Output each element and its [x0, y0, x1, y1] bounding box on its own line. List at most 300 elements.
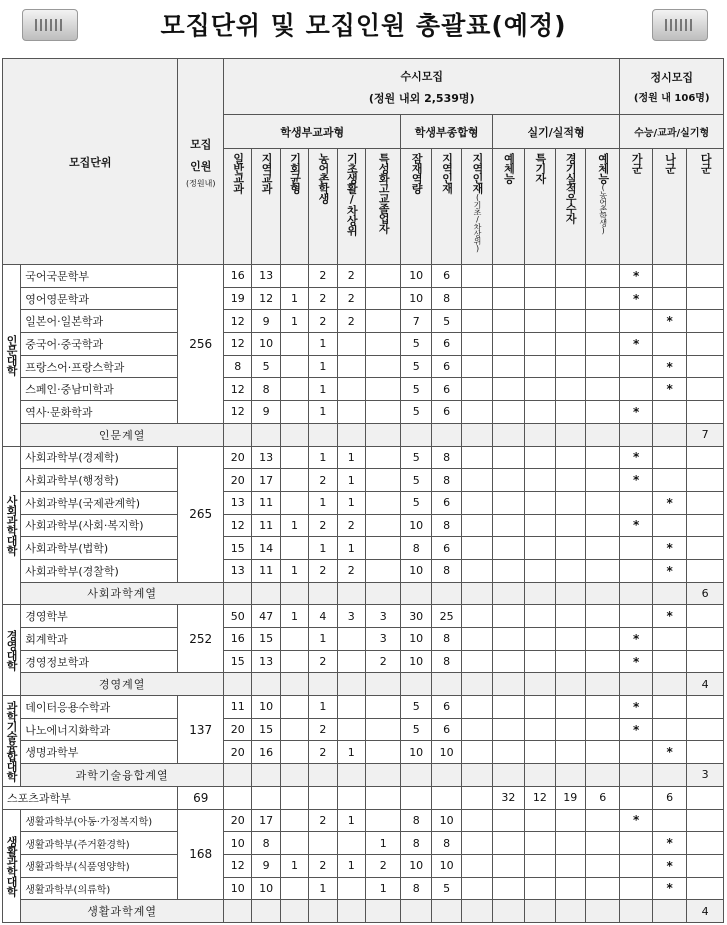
value-cell	[687, 310, 724, 333]
header-susi: 수시모집 (정원 내외 2,539명)	[224, 59, 620, 115]
value-cell: 5	[401, 469, 431, 492]
summary-empty-cell	[525, 673, 555, 696]
value-cell	[525, 355, 555, 378]
header-quota: 모집인원 (정원내)	[178, 59, 224, 265]
value-cell	[585, 401, 619, 424]
summary-empty-cell	[252, 764, 280, 787]
summary-empty-cell	[525, 582, 555, 605]
header-col: 기회균형	[280, 149, 308, 265]
header-group-gyogwa: 학생부교과형	[224, 115, 401, 149]
value-cell	[366, 355, 401, 378]
value-cell	[555, 469, 585, 492]
value-cell	[620, 355, 652, 378]
value-cell	[280, 537, 308, 560]
value-cell	[555, 809, 585, 832]
value-cell	[687, 696, 724, 719]
value-cell: 13	[252, 265, 280, 288]
value-cell	[337, 401, 365, 424]
value-cell: 10	[401, 741, 431, 764]
value-cell	[280, 355, 308, 378]
summary-empty-cell	[652, 582, 686, 605]
value-cell: 11	[252, 491, 280, 514]
value-cell: 9	[252, 310, 280, 333]
summary-empty-cell	[401, 423, 431, 446]
value-cell	[687, 446, 724, 469]
value-cell	[366, 741, 401, 764]
value-cell: 6	[431, 718, 461, 741]
value-cell	[280, 469, 308, 492]
department-name: 사회과학부(경찰학)	[21, 559, 178, 582]
marker-cell: *	[652, 355, 686, 378]
summary-empty-cell	[309, 673, 337, 696]
value-cell	[525, 877, 555, 900]
value-cell	[366, 310, 401, 333]
value-cell: 1	[309, 491, 337, 514]
summary-row	[3, 764, 724, 787]
table-row	[3, 628, 724, 651]
marker-cell: *	[620, 718, 652, 741]
value-cell: 15	[252, 628, 280, 651]
value-cell	[492, 605, 524, 628]
value-cell: 10	[401, 854, 431, 877]
header-col: 지역인재	[431, 149, 461, 265]
value-cell: 10	[431, 741, 461, 764]
title-bar	[0, 0, 727, 52]
summary-empty-cell	[224, 673, 252, 696]
summary-empty-cell	[280, 423, 308, 446]
value-cell	[555, 491, 585, 514]
value-cell	[462, 287, 492, 310]
value-cell	[462, 650, 492, 673]
summary-empty-cell	[555, 582, 585, 605]
value-cell: 11	[252, 559, 280, 582]
header-col: 지역교과	[252, 149, 280, 265]
value-cell: 2	[337, 265, 365, 288]
value-cell	[366, 718, 401, 741]
value-cell	[492, 809, 524, 832]
value-cell	[492, 310, 524, 333]
value-cell: 1	[366, 832, 401, 855]
value-cell: 6	[585, 786, 619, 809]
value-cell	[555, 378, 585, 401]
value-cell: 1	[337, 741, 365, 764]
value-cell: 1	[309, 333, 337, 356]
summary-empty-cell	[462, 582, 492, 605]
value-cell	[337, 877, 365, 900]
value-cell: 1	[337, 854, 365, 877]
value-cell	[252, 786, 280, 809]
value-cell	[652, 446, 686, 469]
summary-empty-cell	[525, 764, 555, 787]
value-cell	[585, 832, 619, 855]
value-cell: 8	[401, 809, 431, 832]
summary-empty-cell	[555, 423, 585, 446]
value-cell: 5	[401, 718, 431, 741]
value-cell: 15	[252, 718, 280, 741]
summary-empty-cell	[492, 673, 524, 696]
value-cell: 20	[224, 446, 252, 469]
value-cell: 13	[252, 446, 280, 469]
value-cell	[652, 265, 686, 288]
summary-empty-cell	[309, 764, 337, 787]
value-cell: 10	[431, 809, 461, 832]
college-name: 과학기술융합대학	[3, 696, 21, 787]
table-row	[3, 491, 724, 514]
value-cell: 1	[309, 355, 337, 378]
college-name: 사회과학대학	[3, 446, 21, 605]
marker-cell: *	[652, 741, 686, 764]
value-cell	[525, 628, 555, 651]
summary-empty-cell	[280, 673, 308, 696]
value-cell	[585, 537, 619, 560]
value-cell	[585, 559, 619, 582]
value-cell	[366, 537, 401, 560]
college-quota: 168	[178, 809, 224, 900]
value-cell	[366, 491, 401, 514]
value-cell: 1	[280, 310, 308, 333]
value-cell	[525, 469, 555, 492]
summary-value: 6	[687, 582, 724, 605]
value-cell: 30	[401, 605, 431, 628]
value-cell	[366, 333, 401, 356]
value-cell	[366, 446, 401, 469]
value-cell	[492, 265, 524, 288]
value-cell	[585, 265, 619, 288]
value-cell	[687, 854, 724, 877]
value-cell	[280, 832, 308, 855]
value-cell	[687, 741, 724, 764]
department-name: 회계학과	[21, 628, 178, 651]
college-quota: 69	[178, 786, 224, 809]
table-row	[3, 650, 724, 673]
value-cell: 1	[337, 537, 365, 560]
value-cell	[492, 355, 524, 378]
department-name: 일본어·일본학과	[21, 310, 178, 333]
value-cell	[620, 310, 652, 333]
value-cell	[492, 628, 524, 651]
value-cell: 1	[280, 514, 308, 537]
value-cell: 2	[309, 650, 337, 673]
marker-cell: *	[620, 287, 652, 310]
value-cell	[462, 559, 492, 582]
value-cell: 2	[337, 310, 365, 333]
marker-cell: *	[620, 650, 652, 673]
value-cell: 5	[401, 401, 431, 424]
value-cell: 2	[309, 310, 337, 333]
value-cell: 1	[337, 809, 365, 832]
value-cell	[555, 877, 585, 900]
summary-empty-cell	[555, 673, 585, 696]
value-cell	[309, 832, 337, 855]
summary-empty-cell	[462, 673, 492, 696]
summary-row	[3, 582, 724, 605]
summary-row	[3, 900, 724, 923]
value-cell: 1	[337, 446, 365, 469]
value-cell	[337, 718, 365, 741]
value-cell	[555, 628, 585, 651]
value-cell: 8	[401, 832, 431, 855]
value-cell: 10	[401, 628, 431, 651]
marker-cell: *	[620, 401, 652, 424]
value-cell: 32	[492, 786, 524, 809]
department-name: 생활과학부(주거환경학)	[21, 832, 178, 855]
value-cell	[525, 696, 555, 719]
value-cell	[366, 696, 401, 719]
value-cell	[462, 877, 492, 900]
value-cell: 1	[309, 378, 337, 401]
value-cell: 25	[431, 605, 461, 628]
value-cell	[652, 718, 686, 741]
value-cell: 8	[431, 514, 461, 537]
value-cell	[555, 718, 585, 741]
value-cell: 2	[366, 854, 401, 877]
value-cell: 6	[652, 786, 686, 809]
value-cell	[652, 514, 686, 537]
value-cell: 5	[401, 378, 431, 401]
value-cell	[462, 265, 492, 288]
summary-empty-cell	[585, 764, 619, 787]
value-cell	[525, 333, 555, 356]
value-cell	[585, 854, 619, 877]
value-cell	[652, 809, 686, 832]
department-name: 사회과학부(국제관계학)	[21, 491, 178, 514]
value-cell	[687, 832, 724, 855]
value-cell: 8	[431, 469, 461, 492]
value-cell	[620, 832, 652, 855]
value-cell	[366, 401, 401, 424]
value-cell	[585, 696, 619, 719]
summary-value: 7	[687, 423, 724, 446]
summary-empty-cell	[337, 423, 365, 446]
header-col: 가군	[620, 149, 652, 265]
table-row	[3, 287, 724, 310]
value-cell	[525, 537, 555, 560]
summary-empty-cell	[280, 764, 308, 787]
value-cell	[525, 446, 555, 469]
table-row	[3, 514, 724, 537]
value-cell	[687, 265, 724, 288]
value-cell	[652, 287, 686, 310]
value-cell	[555, 832, 585, 855]
table-body	[3, 265, 724, 923]
summary-empty-cell	[280, 900, 308, 923]
value-cell	[462, 696, 492, 719]
value-cell	[492, 877, 524, 900]
value-cell: 8	[401, 537, 431, 560]
value-cell	[555, 333, 585, 356]
value-cell	[492, 514, 524, 537]
value-cell	[687, 628, 724, 651]
value-cell	[280, 741, 308, 764]
value-cell	[687, 378, 724, 401]
college-quota: 137	[178, 696, 224, 764]
header-col: 경기실적우수자	[555, 149, 585, 265]
summary-empty-cell	[652, 673, 686, 696]
summary-label: 과학기술융합계열	[21, 764, 224, 787]
table-header	[3, 59, 724, 265]
value-cell	[555, 265, 585, 288]
value-cell	[585, 310, 619, 333]
value-cell: 10	[401, 265, 431, 288]
table-row	[3, 786, 724, 809]
value-cell	[525, 310, 555, 333]
value-cell	[620, 741, 652, 764]
value-cell	[280, 491, 308, 514]
summary-empty-cell	[401, 673, 431, 696]
marker-cell: *	[652, 378, 686, 401]
summary-empty-cell	[585, 423, 619, 446]
quota-table	[2, 58, 724, 923]
summary-empty-cell	[366, 423, 401, 446]
value-cell: 19	[224, 287, 252, 310]
department-name: 프랑스어·프랑스학과	[21, 355, 178, 378]
value-cell	[555, 559, 585, 582]
value-cell	[585, 491, 619, 514]
value-cell: 3	[337, 605, 365, 628]
value-cell: 8	[431, 628, 461, 651]
value-cell: 16	[252, 741, 280, 764]
value-cell: 15	[224, 650, 252, 673]
marker-cell: *	[652, 605, 686, 628]
value-cell	[462, 809, 492, 832]
value-cell	[366, 378, 401, 401]
marker-cell: *	[652, 491, 686, 514]
value-cell: 2	[309, 809, 337, 832]
summary-empty-cell	[252, 900, 280, 923]
value-cell	[309, 786, 337, 809]
table-row	[3, 310, 724, 333]
value-cell	[687, 333, 724, 356]
value-cell: 8	[252, 832, 280, 855]
value-cell: 6	[431, 355, 461, 378]
value-cell	[462, 628, 492, 651]
department-name: 스페인·중남미학과	[21, 378, 178, 401]
value-cell: 50	[224, 605, 252, 628]
summary-empty-cell	[525, 900, 555, 923]
summary-empty-cell	[431, 582, 461, 605]
header-group-jonghap: 학생부종합형	[401, 115, 492, 149]
table-row	[3, 809, 724, 832]
department-name: 경영정보학과	[21, 650, 178, 673]
value-cell: 16	[224, 265, 252, 288]
value-cell	[620, 378, 652, 401]
summary-empty-cell	[224, 423, 252, 446]
value-cell	[652, 333, 686, 356]
table-row	[3, 446, 724, 469]
summary-empty-cell	[652, 764, 686, 787]
value-cell: 8	[431, 650, 461, 673]
value-cell: 2	[337, 287, 365, 310]
decorative-tab-right	[652, 9, 708, 41]
value-cell	[280, 265, 308, 288]
value-cell: 10	[401, 514, 431, 537]
summary-empty-cell	[401, 582, 431, 605]
summary-label: 경영계열	[21, 673, 224, 696]
value-cell	[462, 355, 492, 378]
value-cell: 4	[309, 605, 337, 628]
value-cell	[462, 537, 492, 560]
value-cell	[337, 832, 365, 855]
value-cell: 6	[431, 696, 461, 719]
value-cell	[687, 809, 724, 832]
table-row	[3, 333, 724, 356]
value-cell	[462, 832, 492, 855]
department-name: 사회과학부(사회·복지학)	[21, 514, 178, 537]
value-cell	[462, 378, 492, 401]
summary-empty-cell	[309, 900, 337, 923]
value-cell: 1	[309, 446, 337, 469]
value-cell: 1	[309, 696, 337, 719]
summary-empty-cell	[431, 423, 461, 446]
value-cell	[555, 287, 585, 310]
value-cell: 19	[555, 786, 585, 809]
department-name: 국어국문학부	[21, 265, 178, 288]
value-cell	[525, 559, 555, 582]
department-name: 사회과학부(경제학)	[21, 446, 178, 469]
summary-empty-cell	[309, 582, 337, 605]
summary-empty-cell	[431, 673, 461, 696]
value-cell: 17	[252, 469, 280, 492]
value-cell	[620, 537, 652, 560]
value-cell	[280, 333, 308, 356]
marker-cell: *	[620, 514, 652, 537]
summary-empty-cell	[620, 423, 652, 446]
value-cell	[462, 718, 492, 741]
value-cell: 10	[252, 877, 280, 900]
value-cell: 5	[431, 310, 461, 333]
value-cell	[687, 537, 724, 560]
value-cell: 2	[309, 514, 337, 537]
value-cell	[525, 401, 555, 424]
value-cell	[492, 378, 524, 401]
value-cell: 5	[401, 355, 431, 378]
summary-empty-cell	[431, 900, 461, 923]
table-row	[3, 537, 724, 560]
value-cell	[525, 378, 555, 401]
value-cell	[492, 559, 524, 582]
value-cell: 17	[252, 809, 280, 832]
value-cell	[620, 877, 652, 900]
value-cell: 12	[224, 401, 252, 424]
value-cell	[462, 605, 492, 628]
value-cell	[525, 741, 555, 764]
value-cell	[337, 355, 365, 378]
value-cell: 20	[224, 718, 252, 741]
value-cell	[687, 491, 724, 514]
summary-empty-cell	[224, 582, 252, 605]
value-cell	[280, 650, 308, 673]
value-cell	[337, 333, 365, 356]
value-cell: 10	[401, 559, 431, 582]
summary-empty-cell	[252, 673, 280, 696]
table-row	[3, 877, 724, 900]
value-cell	[462, 741, 492, 764]
summary-value: 3	[687, 764, 724, 787]
value-cell: 5	[431, 877, 461, 900]
value-cell: 8	[431, 287, 461, 310]
value-cell: 6	[431, 401, 461, 424]
table-row	[3, 469, 724, 492]
header-jeongsi: 정시모집 (정원 내 106명)	[620, 59, 724, 115]
value-cell	[585, 333, 619, 356]
value-cell: 15	[224, 537, 252, 560]
value-cell: 12	[525, 786, 555, 809]
value-cell: 13	[252, 650, 280, 673]
value-cell: 2	[309, 718, 337, 741]
value-cell	[280, 786, 308, 809]
value-cell: 2	[309, 854, 337, 877]
header-col: 특성화고교졸업자	[366, 149, 401, 265]
